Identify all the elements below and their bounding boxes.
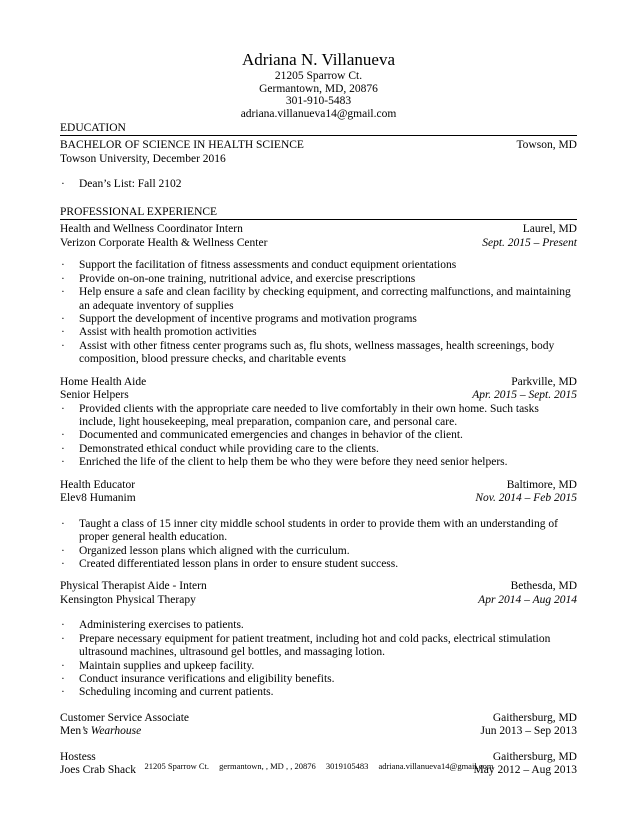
list-item: · Created differentiated lesson plans in order to ensure student success.: [60, 558, 577, 571]
list-item: · Help ensure a safe and clean facility by checking equipment, and correcting malfunctions, and maintaining an adequate inventory of supplies: [60, 286, 577, 313]
job-title-row: [60, 376, 577, 390]
job-dates: May 2012 – Aug 2013: [473, 764, 577, 777]
job-bullets: [60, 619, 577, 699]
job-employer: Verizon Corporate Health & Wellness Center: [60, 236, 268, 249]
job-entry: [60, 376, 577, 470]
job-location: Gaithersburg, MD: [492, 711, 577, 724]
job-title-row: [60, 223, 577, 237]
job-location: Gaithersburg, MD: [492, 750, 577, 763]
job-employer-prefix: Men: [60, 725, 82, 738]
list-item: · Taught a class of 15 inner city middle school students in order to provide them with an understanding of proper general health education.: [60, 518, 577, 545]
job-entry: [60, 479, 577, 572]
job-dates: Sept. 2015 – Present: [482, 236, 577, 249]
job-title: Physical Therapist Aide - Intern: [60, 580, 207, 593]
list-item: · Prepare necessary equipment for patient treatment, including hot and cold packs, electrical stimulation ultrasound machines, ultrasound gel bottles, and massaging lotion.: [60, 633, 577, 660]
education-bullets: [60, 178, 577, 191]
job-title-row: [60, 580, 577, 594]
list-item: · Demonstrated ethical conduct while providing care to the clients.: [60, 443, 577, 456]
education-heading: EDUCATION: [60, 122, 577, 136]
list-item: · Provided clients with the appropriate care needed to live comfortably in their own home. Such tasks include, light housekeeping, meal preparation, companion care, and personal care.: [60, 403, 577, 430]
job-employer-row: [60, 594, 577, 608]
list-item: · Scheduling incoming and current patients.: [60, 686, 577, 699]
job-location: Laurel, MD: [522, 223, 577, 236]
job-dates: Apr 2014 – Aug 2014: [478, 593, 577, 606]
list-item: · Dean’s List: Fall 2102: [60, 178, 577, 191]
page-footer: [0, 761, 638, 771]
degree-location: Towson, MD: [516, 139, 577, 151]
list-item: · Assist with health promotion activities: [60, 326, 577, 339]
footer-city: germantown, , MD , , 20876: [219, 761, 316, 771]
degree-title: BACHELOR OF SCIENCE IN HEALTH SCIENCE: [60, 139, 304, 151]
job-dates: Jun 2013 – Sep 2013: [480, 725, 577, 738]
job-title-row: [60, 712, 577, 726]
job-location: Baltimore, MD: [506, 478, 577, 491]
job-entry: [60, 580, 577, 699]
list-item: · Support the facilitation of fitness assessments and conduct equipment orientations: [60, 259, 577, 272]
job-dates: Nov. 2014 – Feb 2015: [475, 492, 577, 505]
list-item: · Administering exercises to patients.: [60, 619, 577, 632]
list-item: · Enriched the life of the client to help them be who they were before they need senior helpers.: [60, 456, 577, 469]
job-bullets: [60, 518, 577, 572]
candidate-name: Adriana N. Villanueva: [241, 50, 396, 69]
job-employer-rest: ’s Wearhouse: [81, 725, 142, 738]
list-item: · Conduct insurance verifications and eligibility benefits.: [60, 673, 577, 686]
street-address: 21205 Sparrow Ct.: [274, 70, 363, 82]
footer-email: adriana.villanueva14@gmail.com: [378, 761, 494, 771]
job-bullets: [60, 403, 577, 470]
footer-phone: 3019105483: [325, 761, 369, 771]
list-item: · Organized lesson plans which aligned with the curriculum.: [60, 545, 577, 558]
job-location: Parkville, MD: [511, 375, 577, 388]
job-employer-row: [60, 389, 577, 403]
job-entry: [60, 712, 577, 739]
job-employer: Kensington Physical Therapy: [60, 593, 196, 606]
job-employer: Elev8 Humanim: [60, 492, 136, 505]
job-title: Health and Wellness Coordinator Intern: [60, 223, 243, 236]
resume-page: [60, 50, 577, 778]
school-name: Towson University, December 2016: [60, 152, 226, 165]
list-item: · Assist with other fitness center programs such as, flu shots, wellness massages, health screenings, body composition, blood pressure checks, and charitable events: [60, 340, 577, 367]
job-entry: [60, 223, 577, 366]
job-bullets: [60, 259, 577, 366]
city-state-zip: Germantown, MD, 20876: [259, 82, 378, 95]
footer-street: 21205 Sparrow Ct.: [144, 761, 210, 771]
degree-row: [60, 139, 577, 153]
list-item: · Support the development of incentive programs and motivation programs: [60, 313, 577, 326]
job-employer: Senior Helpers: [60, 389, 129, 402]
job-title: Hostess: [60, 750, 96, 763]
job-employer-row: [60, 237, 577, 251]
phone-number: 301-910-5483: [285, 95, 352, 107]
job-title-row: [60, 479, 577, 493]
job-employer-row: [60, 725, 577, 739]
job-location: Bethesda, MD: [510, 580, 577, 593]
list-item: · Provide on-on-one training, nutritional advice, and exercise prescriptions: [60, 273, 577, 286]
email-address: adriana.villanueva14@gmail.com: [240, 107, 397, 120]
resume-header: [60, 50, 577, 120]
job-employer-row: [60, 492, 577, 506]
job-title: Home Health Aide: [60, 375, 147, 388]
job-title: Customer Service Associate: [60, 711, 190, 724]
job-employer: [60, 725, 141, 739]
job-title: Health Educator: [60, 478, 136, 491]
experience-heading: PROFESSIONAL EXPERIENCE: [60, 206, 577, 220]
job-employer: Joes Crab Shack: [60, 764, 137, 777]
job-dates: Apr. 2015 – Sept. 2015: [472, 389, 577, 402]
school-row: [60, 153, 577, 167]
list-item: · Documented and communicated emergencies and changes in behavior of the client.: [60, 429, 577, 442]
list-item: · Maintain supplies and upkeep facility.: [60, 660, 577, 673]
